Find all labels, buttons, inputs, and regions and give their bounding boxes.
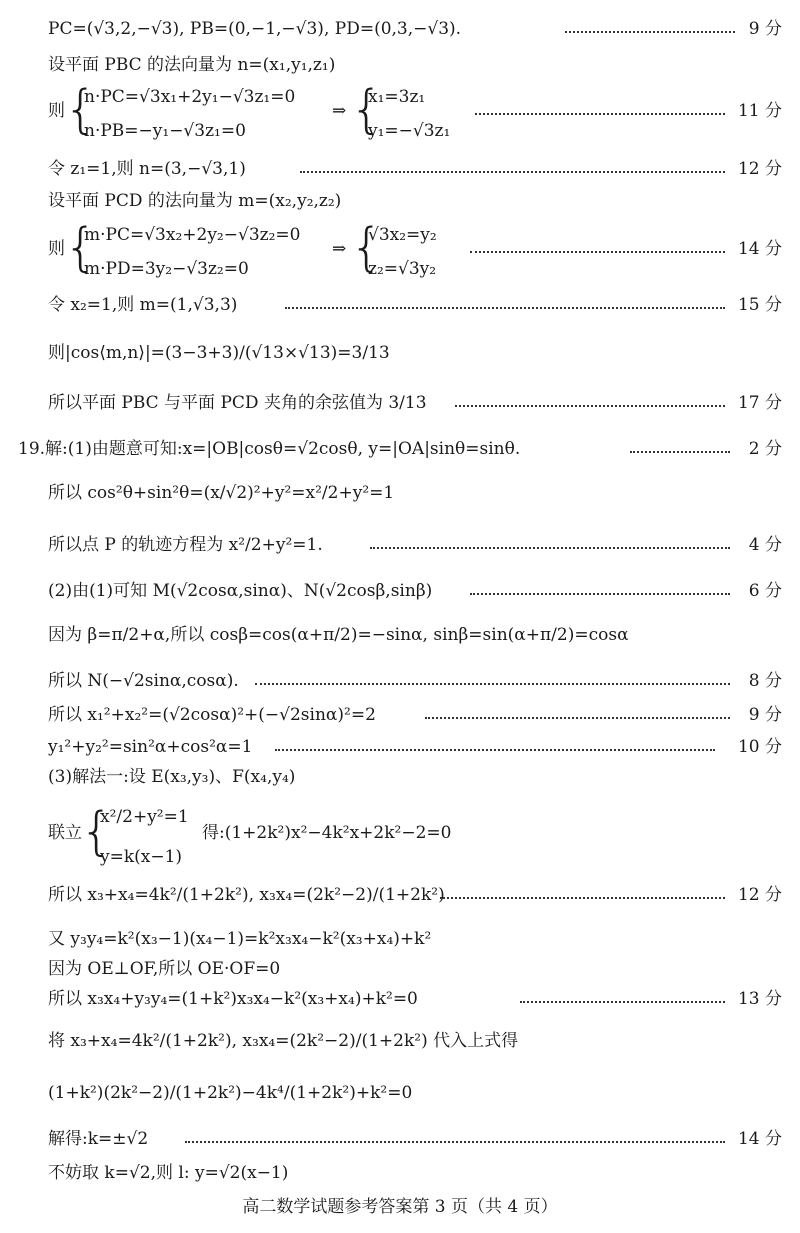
- answer-line: 所以平面 PBC 与平面 PCD 夹角的余弦值为 3/13: [48, 393, 427, 413]
- equation: x²/2+y²=1: [100, 807, 189, 827]
- equation: y₁=−√3z₁: [368, 121, 451, 141]
- answer-line: 则|cos⟨m,n⟩|=(3−3+3)/(√13×√13)=3/13: [48, 343, 390, 363]
- left-brace: {: [80, 802, 114, 862]
- page-footer: 高二数学试题参考答案第 3 页（共 4 页）: [242, 1197, 558, 1217]
- answer-line: 所以点 P 的轨迹方程为 x²/2+y²=1.: [48, 535, 323, 555]
- dot-leader: [440, 897, 725, 899]
- score-mark: 9 分: [748, 19, 782, 39]
- dot-leader: [470, 251, 725, 253]
- equation: m·PD=3y₂−√3z₂=0: [84, 259, 249, 279]
- score-mark: 6 分: [748, 581, 782, 601]
- equation: n·PC=√3x₁+2y₁−√3z₁=0: [84, 87, 296, 107]
- left-brace: {: [64, 218, 98, 278]
- equation: m·PC=√3x₂+2y₂−√3z₂=0: [84, 225, 301, 245]
- answer-line: 解得:k=±√2: [48, 1129, 149, 1149]
- answer-line: 19.解:(1)由题意可知:x=|OB|cosθ=√2cosθ, y=|OA|sinθ=sinθ.: [18, 439, 521, 459]
- answer-line: 所以 x₃+x₄=4k²/(1+2k²), x₃x₄=(2k²−2)/(1+2k²): [48, 885, 445, 905]
- equation: z₂=√3y₂: [368, 259, 437, 279]
- answer-line: 所以 x₁²+x₂²=(√2cosα)²+(−√2sinα)²=2: [48, 705, 376, 725]
- answer-line: 联立: [48, 823, 82, 843]
- answer-line: (3)解法一:设 E(x₃,y₃)、F(x₄,y₄): [48, 767, 296, 787]
- dot-leader: [300, 171, 725, 173]
- answer-line: 不妨取 k=√2,则 l: y=√2(x−1): [48, 1163, 289, 1183]
- score-mark: 15 分: [737, 295, 782, 315]
- left-brace: {: [350, 218, 384, 278]
- equation: 得:(1+2k²)x²−4k²x+2k²−2=0: [202, 823, 452, 843]
- answer-line: PC=(√3,2,−√3), PB=(0,−1,−√3), PD=(0,3,−√3).: [48, 19, 462, 39]
- dot-leader: [425, 717, 730, 719]
- score-mark: 14 分: [737, 239, 782, 259]
- answer-line: 所以 cos²θ+sin²θ=(x/√2)²+y²=x²/2+y²=1: [48, 483, 395, 503]
- dot-leader: [470, 593, 730, 595]
- answer-line: 则: [48, 239, 65, 259]
- answer-line: 因为 β=π/2+α,所以 cosβ=cos(α+π/2)=−sinα, sinβ=sin(α+π/2)=cosα: [48, 625, 629, 645]
- score-mark: 12 分: [737, 885, 782, 905]
- answer-line: y₁²+y₂²=sin²α+cos²α=1: [48, 737, 253, 757]
- score-mark: 2 分: [748, 439, 782, 459]
- implies-arrow: ⇒: [332, 239, 347, 259]
- answer-line: 令 x₂=1,则 m=(1,√3,3): [48, 295, 238, 315]
- score-mark: 8 分: [748, 671, 782, 691]
- answer-line: 又 y₃y₄=k²(x₃−1)(x₄−1)=k²x₃x₄−k²(x₃+x₄)+k²: [48, 929, 432, 949]
- dot-leader: [520, 1001, 725, 1003]
- score-mark: 14 分: [737, 1129, 782, 1149]
- score-mark: 10 分: [737, 737, 782, 757]
- answer-line: (2)由(1)可知 M(√2cosα,sinα)、N(√2cosβ,sinβ): [48, 581, 433, 601]
- left-brace: {: [350, 80, 384, 140]
- answer-line: 因为 OE⊥OF,所以 OE·OF=0: [48, 959, 281, 979]
- score-mark: 17 分: [737, 393, 782, 413]
- dot-leader: [370, 547, 730, 549]
- dot-leader: [475, 113, 725, 115]
- dot-leader: [630, 451, 730, 453]
- dot-leader: [275, 749, 715, 751]
- answer-line: 所以 x₃x₄+y₃y₄=(1+k²)x₃x₄−k²(x₃+x₄)+k²=0: [48, 989, 418, 1009]
- answer-line: 令 z₁=1,则 n=(3,−√3,1): [48, 159, 246, 179]
- left-brace: {: [64, 80, 98, 140]
- score-mark: 4 分: [748, 535, 782, 555]
- answer-line: 设平面 PCD 的法向量为 m=(x₂,y₂,z₂): [48, 191, 342, 211]
- answer-line: 设平面 PBC 的法向量为 n=(x₁,y₁,z₁): [48, 55, 336, 75]
- score-mark: 9 分: [748, 705, 782, 725]
- answer-line: 将 x₃+x₄=4k²/(1+2k²), x₃x₄=(2k²−2)/(1+2k²) 代入上式得: [48, 1031, 519, 1051]
- dot-leader: [285, 307, 725, 309]
- dot-leader: [565, 31, 735, 33]
- implies-arrow: ⇒: [332, 101, 347, 121]
- dot-leader: [185, 1141, 725, 1143]
- dot-leader: [255, 683, 730, 685]
- answer-line: (1+k²)(2k²−2)/(1+2k²)−4k⁴/(1+2k²)+k²=0: [48, 1083, 413, 1103]
- dot-leader: [455, 405, 725, 407]
- equation: n·PB=−y₁−√3z₁=0: [84, 121, 246, 141]
- answer-line: 则: [48, 101, 65, 121]
- score-mark: 11 分: [737, 101, 782, 121]
- score-mark: 12 分: [737, 159, 782, 179]
- equation: x₁=3z₁: [368, 87, 426, 107]
- score-mark: 13 分: [737, 989, 782, 1009]
- equation: √3x₂=y₂: [368, 225, 437, 245]
- answer-line: 所以 N(−√2sinα,cosα).: [48, 671, 239, 691]
- equation: y=k(x−1): [100, 847, 183, 867]
